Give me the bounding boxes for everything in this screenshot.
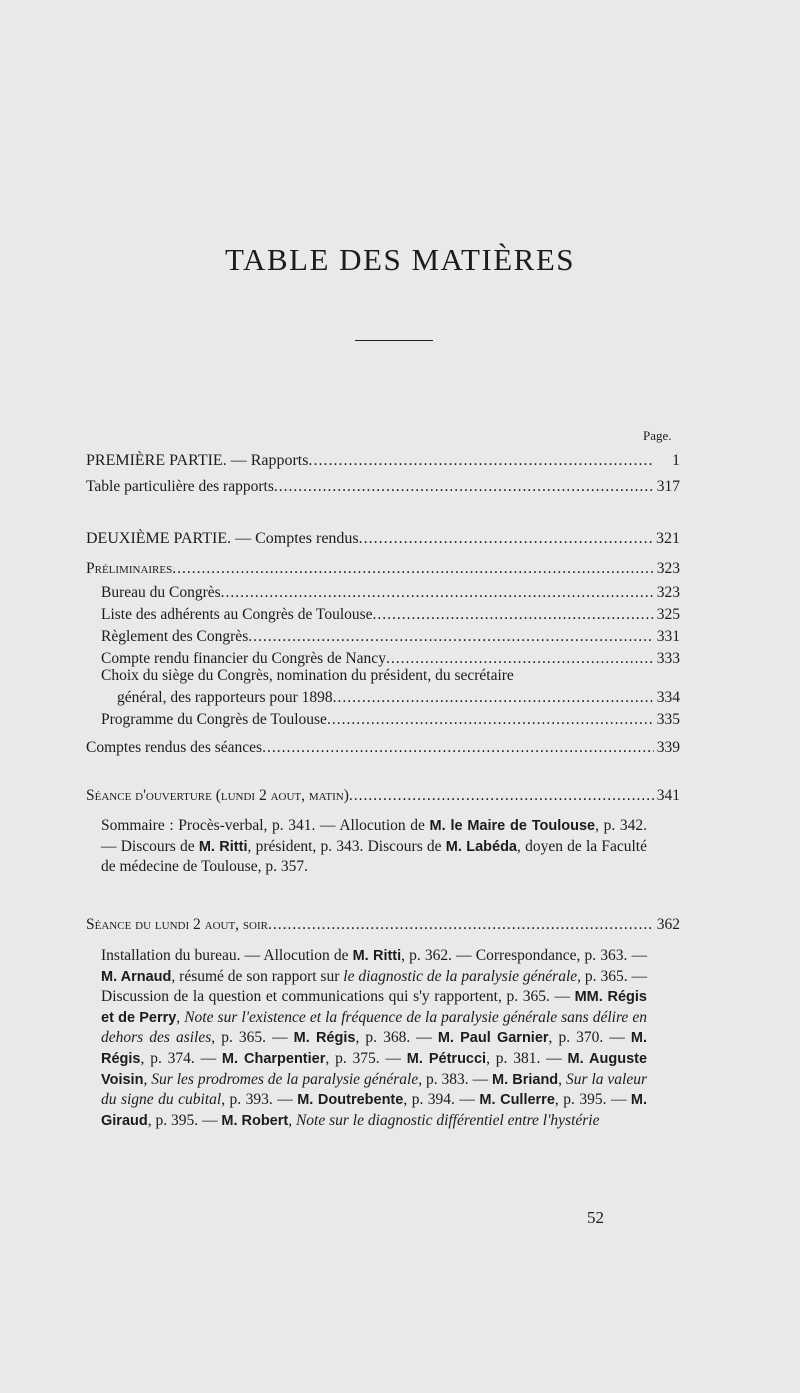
toc-entry-preliminaires bbox=[86, 560, 680, 578]
toc-entry-page: 333 bbox=[656, 650, 680, 667]
leader-dots bbox=[274, 478, 654, 496]
leader-dots bbox=[349, 787, 654, 805]
toc-entry-label: DEUXIÈME PARTIE. — Comptes rendus bbox=[86, 530, 359, 547]
text-run: , doyen de la Faculté de médecine de Toulouse, p. 357. bbox=[101, 837, 647, 876]
person-name: M. Labéda bbox=[445, 838, 517, 855]
toc-entry-page: 331 bbox=[656, 628, 680, 645]
toc-entry-seance-lundi-soir bbox=[86, 916, 680, 934]
text-run: , résumé de son rapport sur bbox=[171, 967, 344, 985]
person-name: M. Ritti bbox=[352, 948, 402, 964]
toc-entry-label: Règlement des Congrès bbox=[101, 628, 249, 645]
toc-entry-page: 334 bbox=[656, 689, 680, 706]
toc-entry-page: 339 bbox=[656, 739, 680, 756]
page-number: 52 bbox=[587, 1208, 604, 1227]
toc-entry-page: 362 bbox=[656, 916, 680, 933]
toc-entry-reglement bbox=[101, 628, 680, 646]
toc-entry-label: Compte rendu financier du Congrès de Nancy bbox=[101, 650, 386, 667]
toc-entry-label: Séance d'ouverture (lundi 2 aout, matin) bbox=[86, 787, 349, 804]
person-name: M. Pétrucci bbox=[406, 1050, 487, 1067]
sommaire-soir-paragraph bbox=[101, 946, 647, 1131]
sommaire-ouverture-paragraph bbox=[101, 816, 647, 877]
toc-entry-page: 335 bbox=[656, 711, 680, 728]
text-run: , p. 395. — bbox=[554, 1091, 631, 1109]
toc-entry-page: 341 bbox=[656, 787, 680, 804]
toc-entry-choix bbox=[117, 689, 680, 707]
text-run: , bbox=[143, 1070, 152, 1088]
text-run: , p. 365. — bbox=[211, 1029, 294, 1047]
text-run: , p. 394. — bbox=[403, 1091, 480, 1109]
toc-entry-label: Séance du lundi 2 aout, soir bbox=[86, 916, 268, 933]
leader-dots bbox=[268, 916, 654, 934]
work-title: Sur la valeur du signe du cubital bbox=[101, 1070, 648, 1109]
leader-dots bbox=[373, 606, 654, 624]
person-name: M. le Maire de Toulouse bbox=[429, 818, 596, 834]
toc-entry-seance-ouverture bbox=[86, 787, 680, 805]
text-run: , p. 395. — bbox=[147, 1111, 222, 1129]
toc-entry-label: Programme du Congrès de Toulouse bbox=[101, 711, 327, 728]
toc-entry-page: 325 bbox=[656, 606, 680, 623]
toc-entry-label: Liste des adhérents au Congrès de Toulouse bbox=[101, 606, 373, 623]
person-name: MM. Régis et de Perry bbox=[101, 989, 647, 1026]
toc-entry-label: Comptes rendus des séances bbox=[86, 739, 263, 756]
person-name: M. Ritti bbox=[198, 838, 248, 855]
title-rule bbox=[355, 340, 433, 341]
text-run: , p. 365. — Discussion de la question et communications qui s'y rapportent, p. 365. — bbox=[101, 967, 647, 1006]
toc-entry-deuxieme-partie bbox=[86, 530, 680, 548]
person-name: M. Giraud bbox=[101, 1092, 648, 1129]
toc-entry-choix-line1: Choix du siège du Congrès, nomination du président, du secrétaire bbox=[101, 667, 514, 684]
toc-entry-page: 323 bbox=[656, 584, 680, 601]
leader-dots bbox=[248, 628, 654, 646]
toc-entry-label: PREMIÈRE PARTIE. — Rapports bbox=[86, 452, 309, 469]
text-run: , président, p. 343. Discours de bbox=[247, 837, 446, 855]
work-title: Sur les prodromes de la paralysie générale bbox=[151, 1070, 419, 1088]
toc-entry-page: 321 bbox=[656, 530, 680, 547]
page-column-header: Page. bbox=[643, 428, 672, 443]
text-run: , p. 368. — bbox=[355, 1029, 438, 1047]
person-name: M. Briand bbox=[492, 1071, 559, 1088]
person-name: M. Doutrebente bbox=[297, 1092, 404, 1109]
person-name: M. Régis bbox=[101, 1030, 648, 1067]
person-name: M. Régis bbox=[293, 1030, 356, 1047]
toc-entry-label: Table particulière des rapports bbox=[86, 478, 274, 495]
leader-dots bbox=[308, 452, 654, 470]
person-name: M. Paul Garnier bbox=[437, 1030, 549, 1047]
text-run: , p. 381. — bbox=[486, 1049, 568, 1067]
person-name: M. Arnaud bbox=[101, 968, 172, 985]
person-name: M. Cullerre bbox=[479, 1092, 555, 1109]
text-run: , p. 370. — bbox=[548, 1029, 631, 1047]
toc-entry-label: général, des rapporteurs pour 1898 bbox=[117, 689, 333, 706]
toc-entry-premiere-partie bbox=[86, 452, 680, 470]
toc-entry-table-particuliere bbox=[86, 478, 680, 496]
text-run: , p. 342. — Discours de bbox=[101, 817, 647, 855]
leader-dots bbox=[333, 689, 654, 707]
work-title: Note sur le diagnostic différentiel entre l'hystérie bbox=[295, 1111, 600, 1129]
toc-entry-page: 317 bbox=[656, 478, 680, 495]
work-title: le diagnostic de la paralysie générale bbox=[343, 967, 578, 985]
work-title: Note sur l'existence et la fréquence de la paralysie générale sans délire en dehors des asiles bbox=[101, 1008, 647, 1047]
toc-entry-label: Préliminaires bbox=[86, 560, 173, 577]
page-title: TABLE DES MATIÈRES bbox=[224, 242, 576, 277]
text-run: , p. 393. — bbox=[221, 1091, 298, 1109]
toc-entry-label: Bureau du Congrès bbox=[101, 584, 221, 601]
text-run: , bbox=[288, 1111, 296, 1129]
person-name: M. Charpentier bbox=[221, 1050, 326, 1067]
text-run: , bbox=[558, 1070, 566, 1088]
text-run: Sommaire : Procès-verbal, p. 341. — Allocution de bbox=[101, 817, 430, 834]
person-name: M. Auguste Voisin bbox=[101, 1050, 648, 1088]
text-run: , p. 374. — bbox=[140, 1049, 222, 1067]
person-name: M. Robert bbox=[221, 1112, 289, 1129]
text-run: , p. 362. — Correspondance, p. 363. — bbox=[401, 947, 647, 964]
text-run: , bbox=[176, 1008, 185, 1026]
toc-entry-bureau bbox=[101, 584, 680, 602]
text-run: , p. 375. — bbox=[325, 1049, 407, 1067]
leader-dots bbox=[359, 530, 654, 548]
toc-entry-liste-adherents bbox=[101, 606, 680, 624]
leader-dots bbox=[262, 739, 654, 757]
leader-dots bbox=[327, 711, 654, 729]
toc-entry-comptes-seances bbox=[86, 739, 680, 757]
toc-entry-programme bbox=[101, 711, 680, 729]
text-run: , p. 383. — bbox=[418, 1070, 493, 1088]
text-run: Installation du bureau. — Allocution de bbox=[101, 947, 353, 964]
toc-entry-page: 1 bbox=[672, 452, 680, 469]
toc-entry-page: 323 bbox=[656, 560, 680, 577]
leader-dots bbox=[221, 584, 654, 602]
leader-dots bbox=[172, 560, 654, 578]
